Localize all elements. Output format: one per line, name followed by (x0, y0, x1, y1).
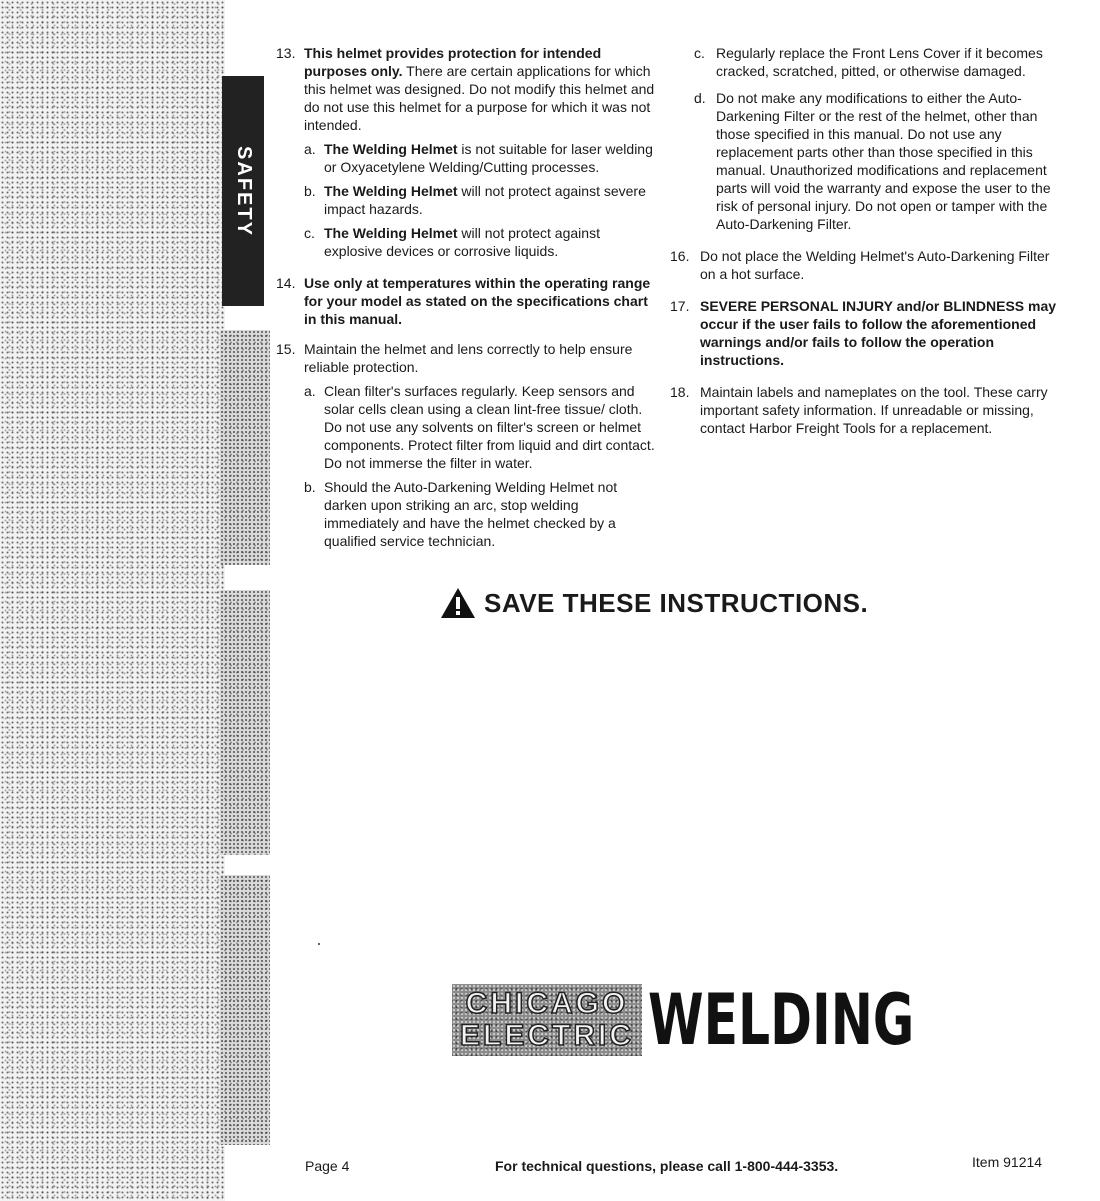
item-number: 17. (670, 298, 690, 314)
item-18-text: Maintain labels and nameplates on the tool. These carry important safety information. If unreadable or missing, contact Harbor Freight Tools for a replacement. (700, 384, 1048, 436)
sub-bold: The Welding Helmet (324, 183, 458, 199)
logo-word: WELDING (648, 979, 915, 1061)
item-15a (304, 382, 656, 472)
item-15d (694, 89, 1060, 233)
sub-text: Regularly replace the Front Lens Cover if it becomes cracked, scratched, pitted, or otherwise damaged. (716, 45, 1043, 79)
item-13a (304, 140, 656, 176)
save-instructions (440, 587, 868, 619)
item-15c (694, 44, 1060, 80)
section-tab-4 (220, 875, 270, 1145)
item-15 (276, 340, 656, 550)
save-instructions-text: SAVE THESE INSTRUCTIONS. (484, 587, 869, 618)
item-16-text: Do not place the Welding Helmet's Auto-Darkening Filter on a hot surface. (700, 248, 1050, 282)
item-16 (670, 247, 1060, 283)
warning-triangle-icon (440, 587, 476, 619)
section-tab-2 (220, 330, 270, 565)
right-column (670, 44, 1060, 446)
sub-text: will not protect against severe impact hazards. (324, 183, 646, 217)
scan-speck (318, 943, 320, 945)
item-13b (304, 182, 656, 218)
item-13 (276, 44, 656, 260)
chicago-electric-welding-logo (452, 979, 1018, 1061)
item-17-bold: SEVERE PERSONAL INJURY and/or BLINDNESS may occur if the user fails to follow the aforementioned warnings and/or fails to follow the operation instructions. (700, 298, 1057, 368)
item-15-text: Maintain the helmet and lens correctly to help ensure reliable protection. (304, 341, 633, 375)
item-number: 15. (276, 341, 296, 357)
sub-number: d. (694, 90, 706, 106)
logo-badge (452, 984, 642, 1056)
logo-line-2: ELECTRIC (460, 1019, 634, 1052)
sub-bold: The Welding Helmet (324, 141, 458, 157)
item-13-text: There are certain applications for which this helmet was designed. Do not modify this helmet and do not use this helmet for a purpose for which it was not intended. (304, 63, 655, 133)
item-17 (670, 297, 1060, 369)
page-number: Page 4 (305, 1158, 350, 1174)
item-number-footer: Item 91214 (972, 1154, 1043, 1170)
sub-text: Should the Auto-Darkening Welding Helmet not darken upon striking an arc, stop welding immediately and have the helmet checked by a qualified service technician. (324, 479, 618, 549)
sub-number: b. (304, 183, 316, 199)
section-tab-3 (220, 590, 270, 855)
sub-text: will not protect against explosive devices or corrosive liquids. (324, 225, 600, 259)
sub-text: Clean filter's surfaces regularly. Keep sensors and solar cells clean using a clean lint-free tissue/ cloth. Do not use any solvents on filter's screen or helmet components. Protect filter from liquid and dirt contact. Do not immerse the filter in water. (324, 383, 655, 471)
item-number: 14. (276, 275, 296, 291)
item-15b (304, 478, 656, 550)
item-18 (670, 383, 1060, 437)
sub-number: c. (694, 45, 705, 61)
safety-tab-label-wrap (222, 76, 264, 306)
sub-bold: The Welding Helmet (324, 225, 458, 241)
item-14-bold: Use only at temperatures within the operating range for your model as stated on the specifications chart in this manual. (304, 275, 651, 327)
sub-text: is not suitable for laser welding or Oxyacetylene Welding/Cutting processes. (324, 141, 653, 175)
sub-number: a. (304, 141, 316, 157)
item-13c (304, 224, 656, 260)
item-number: 18. (670, 384, 690, 400)
sub-text: Do not make any modifications to either the Auto-Darkening Filter or the rest of the helmet, other than those specified in this manual. Do not use any replacement parts other than those specified in this manual. Unauthorized modifications and replacement parts will void the warranty and expose the user to the risk of personal injury. Do not open or tamper with the Auto-Darkening Filter. (716, 90, 1051, 232)
scanned-margin (0, 0, 225, 1201)
item-14 (276, 274, 656, 328)
tech-support-phone: For technical questions, please call 1-800-444-3353. (495, 1158, 839, 1174)
item-number: 16. (670, 248, 690, 264)
sub-number: b. (304, 479, 316, 495)
item-13-bold: This helmet provides protection for intended purposes only. (304, 45, 602, 79)
logo-line-1: CHICAGO (465, 987, 629, 1020)
sub-number: a. (304, 383, 316, 399)
sub-number: c. (304, 225, 315, 241)
item-number: 13. (276, 45, 296, 61)
safety-tab-label: SAFETY (232, 145, 255, 237)
left-column (276, 44, 656, 559)
